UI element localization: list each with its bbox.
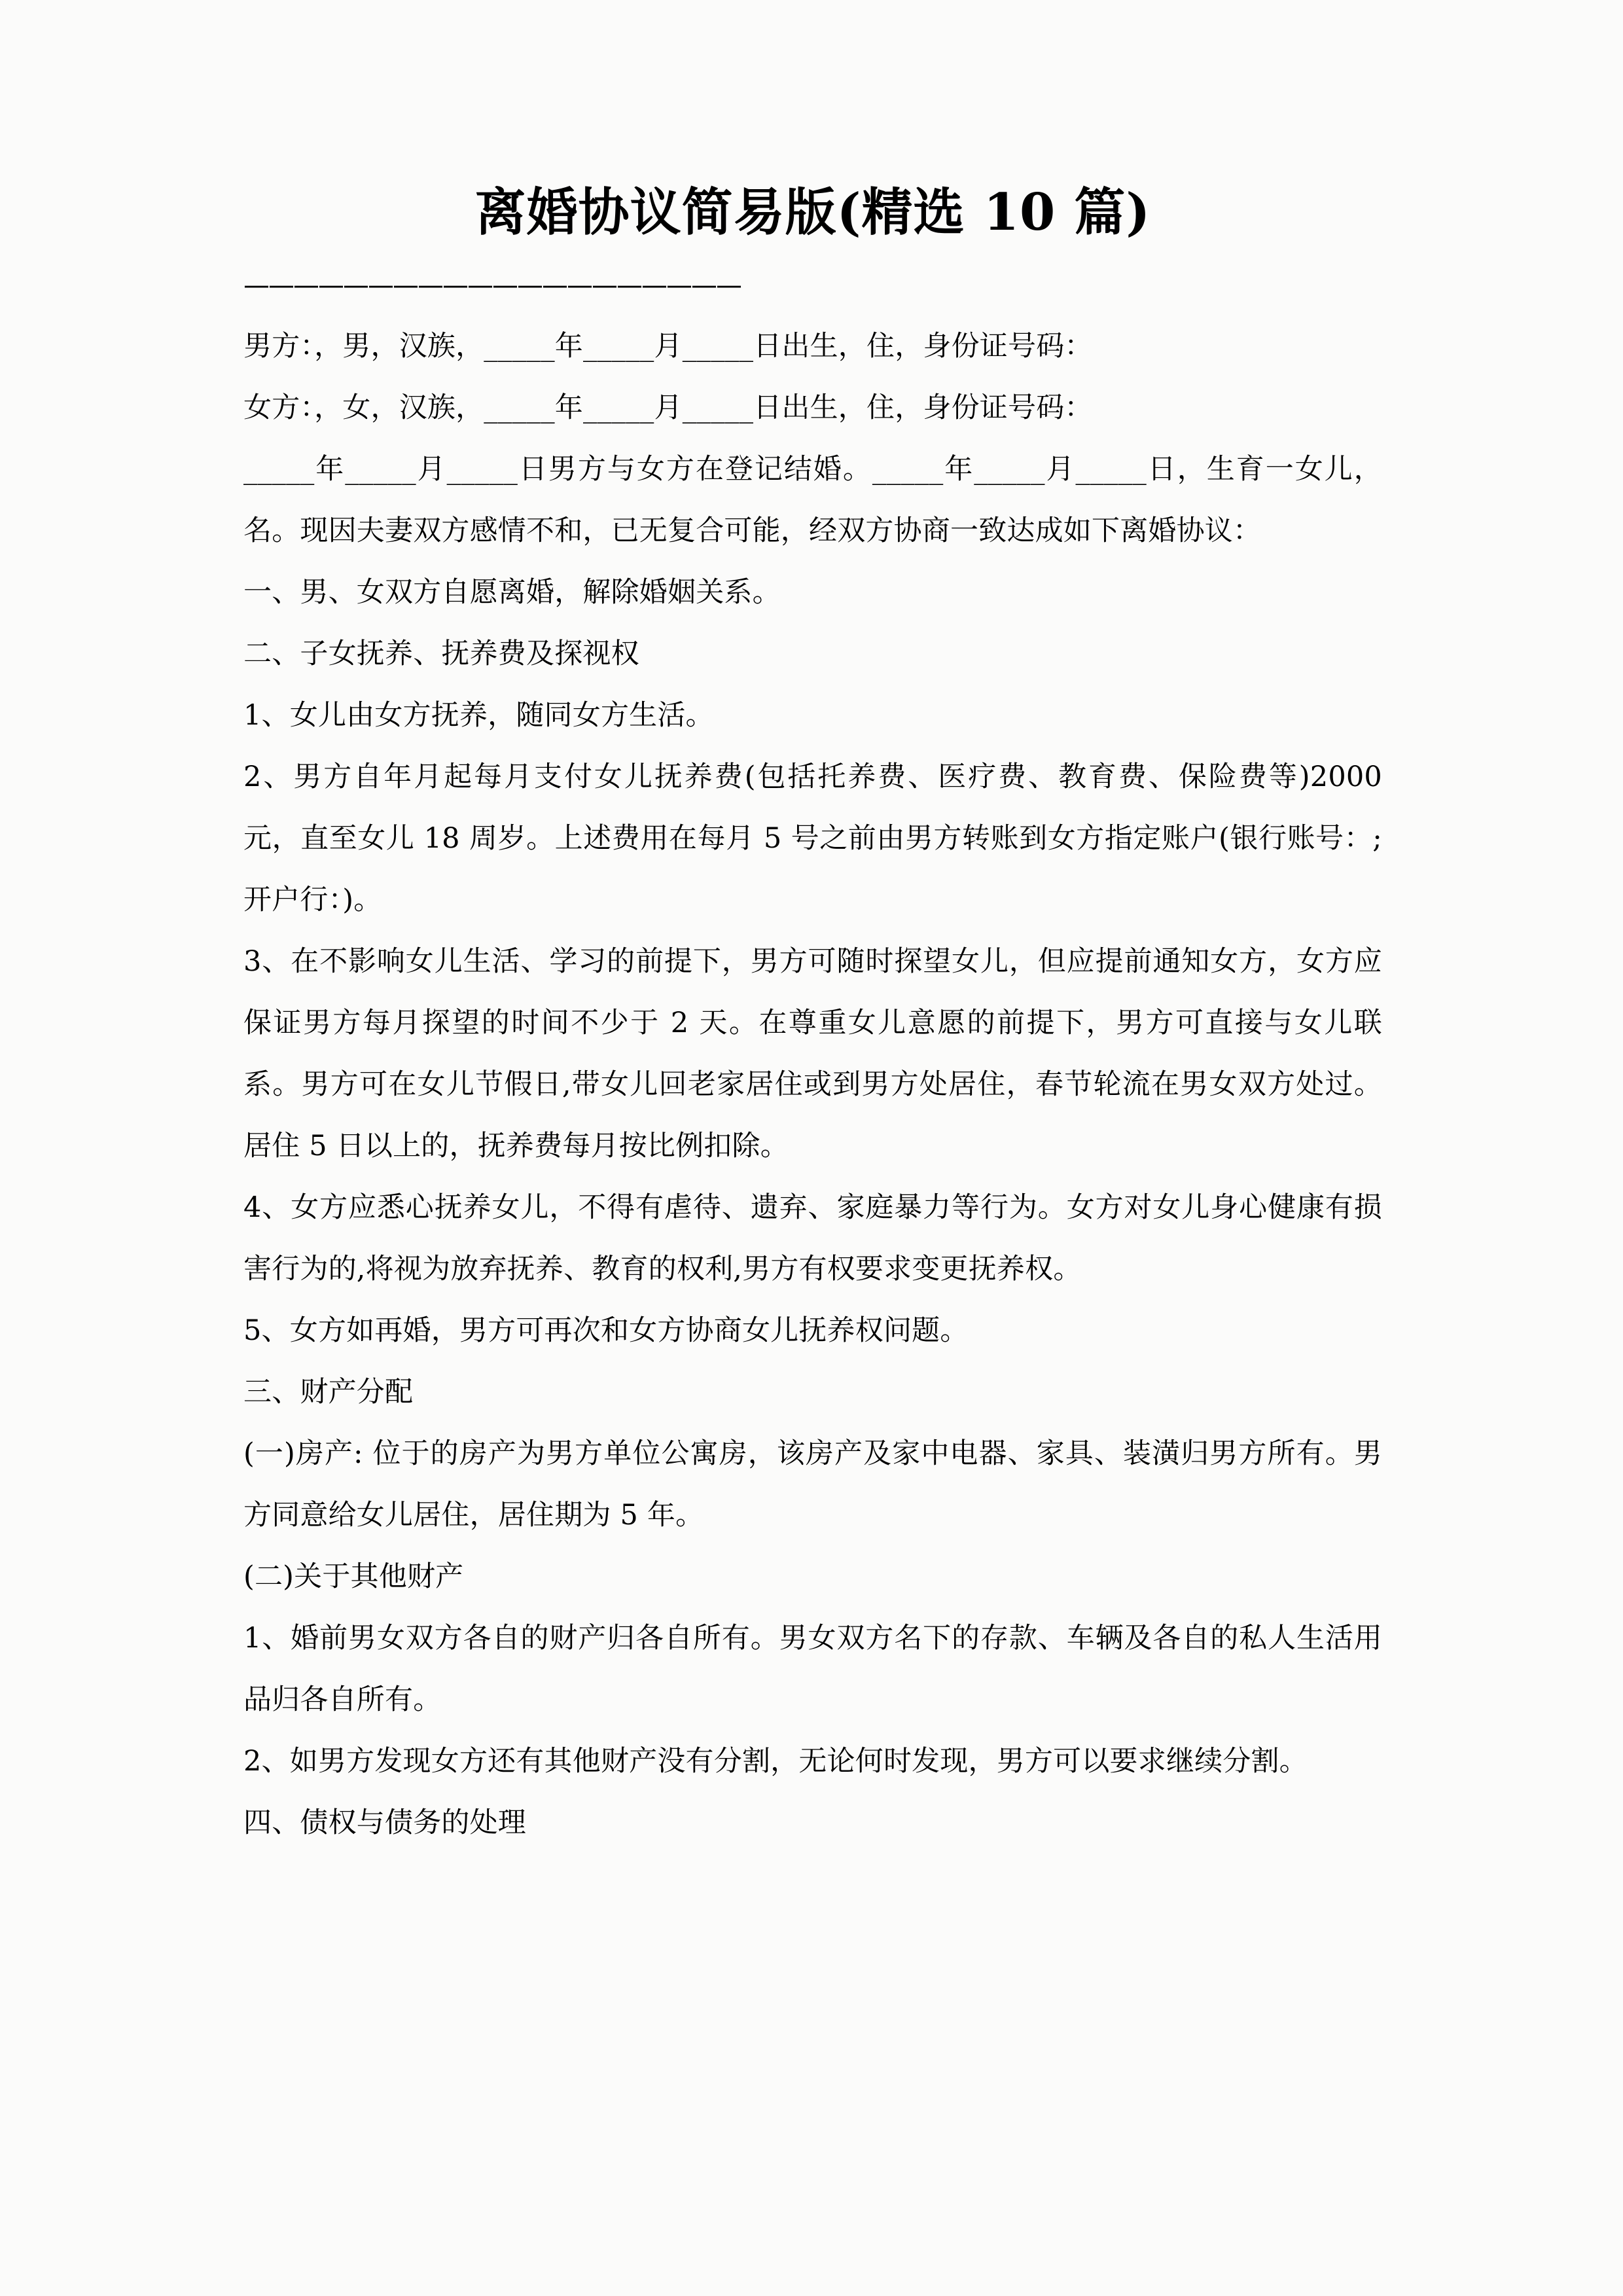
document-body (243, 306, 1382, 1854)
heading-article-3: 三、财产分配 (243, 1375, 414, 1408)
paragraph-article-1: 一、男、女双方自愿离婚，解除婚姻关系。 (243, 575, 781, 609)
paragraph-article-2-item-5: 5、女方如再婚，男方可再次和女方协商女儿抚养权问题。 (243, 1314, 969, 1347)
paragraph-party-female: 女方：，女，汉族，_____年_____月_____日出生，住，身份证号码： (243, 391, 1093, 424)
paragraph-other-property-1: 1、婚前男女双方各自的财产归各自所有。男女双方名下的存款、车辆及各自的私人生活用品归各自所有。 (243, 1621, 1382, 1716)
heading-article-3-item-2: (二)关于其他财产 (243, 1560, 464, 1593)
paragraph-article-3-item-1: (一)房产: 位于的房产为男方单位公寓房，该房产及家中电器、家具、装潢归男方所有。男方同意给女儿居住，居住期为 5 年。 (243, 1437, 1382, 1532)
page-title: 离婚协议简易版(精选 10 篇) (474, 183, 1151, 242)
paragraph-marriage-facts: _____年_____月_____日男方与女方在登记结婚。_____年_____月_____日，生育一女儿，名。现因夫妻双方感情不和，已无复合可能，经双方协商一致达成如下离婚协议： (243, 452, 1382, 547)
document-content (243, 0, 1382, 1854)
paragraph-article-2-item-2: 2、男方自年月起每月支付女儿抚养费(包括托养费、医疗费、教育费、保险费等)2000 元，直至女儿 18 周岁。上述费用在每月 5 号之前由男方转账到女方指定账户(银行账号：;开户行：)。 (243, 760, 1382, 916)
paragraph-article-2-item-1: 1、女儿由女方抚养，随同女方生活。 (243, 698, 714, 732)
paragraph-other-property-2: 2、如男方发现女方还有其他财产没有分割，无论何时发现，男方可以要求继续分割。 (243, 1744, 1308, 1778)
paragraph-article-2-item-3: 3、在不影响女儿生活、学习的前提下，男方可随时探望女儿，但应提前通知女方，女方应保证男方每月探望的时间不少于 2 天。在尊重女儿意愿的前提下，男方可直接与女儿联系。男方可在女儿节假日,带女儿回老家居住或到男方处居住，春节轮流在男女双方处过。居住 5 日以上的，抚养费每月按比例扣除。 (243, 944, 1382, 1162)
heading-article-2: 二、子女抚养、抚养费及探视权 (243, 637, 639, 670)
paragraph-party-male: 男方：，男，汉族，_____年_____月_____日出生，住，身份证号码： (243, 329, 1093, 363)
heading-article-4: 四、债权与债务的处理 (243, 1806, 526, 1839)
title-separator-rule: ———————————————————— (243, 270, 741, 300)
paragraph-article-2-item-4: 4、女方应悉心抚养女儿，不得有虐待、遗弃、家庭暴力等行为。女方对女儿身心健康有损害行为的,将视为放弃抚养、教育的权利,男方有权要求变更抚养权。 (243, 1191, 1382, 1285)
